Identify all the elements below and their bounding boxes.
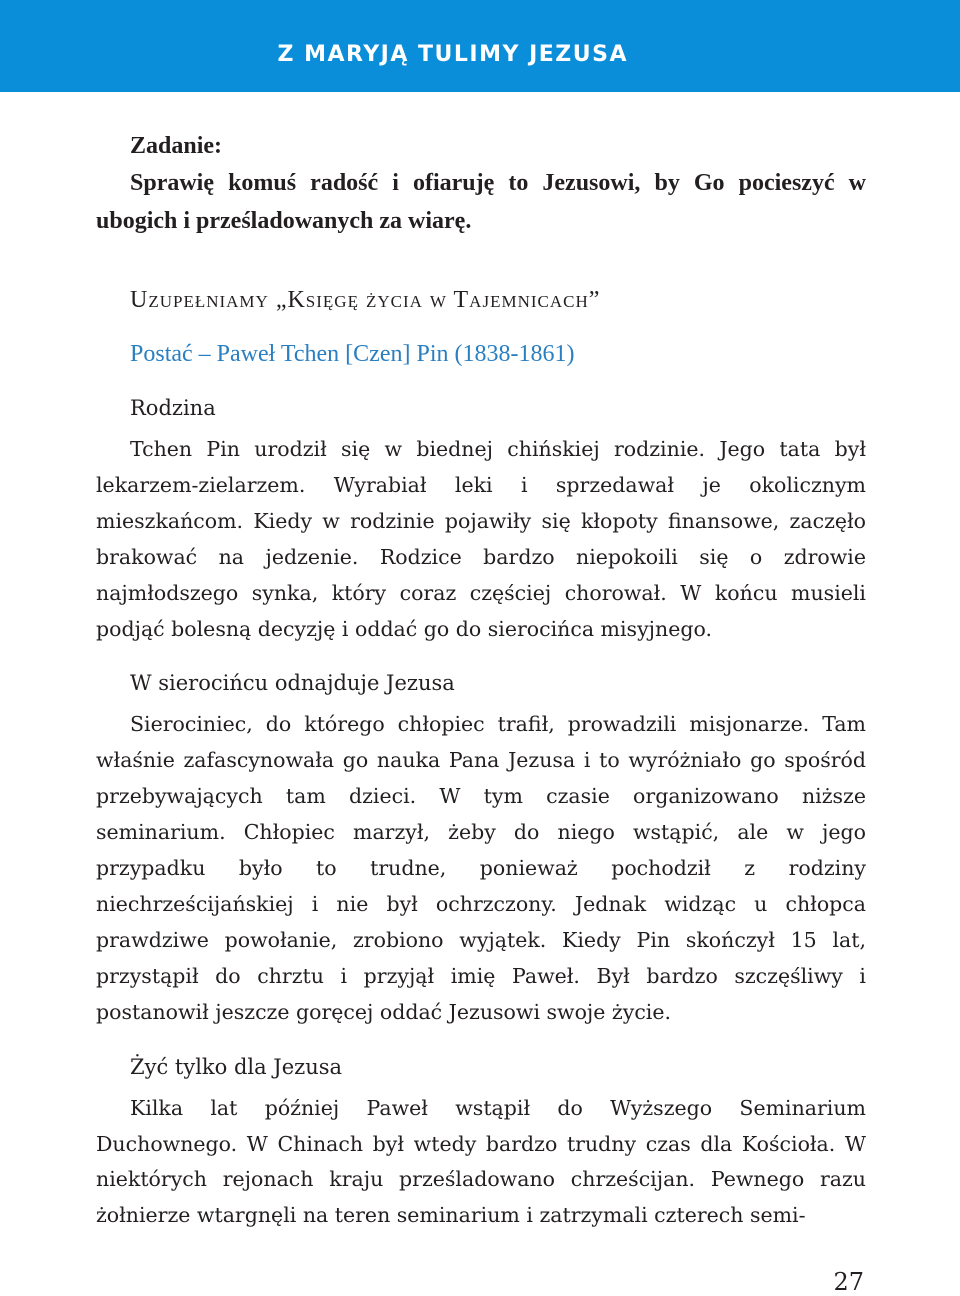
page-number: 27	[833, 1268, 864, 1296]
page-content	[96, 128, 866, 1234]
figure-title: Postać – Paweł Tchen [Czen] Pin (1838-1861)	[130, 341, 575, 367]
header-band	[0, 0, 960, 92]
section-heading: Uzupełniamy „Księgę życia w Tajemnicach”	[130, 287, 601, 313]
subheading-live-for-jesus: Żyć tylko dla Jezusa	[130, 1054, 343, 1079]
subheading-family: Rodzina	[130, 396, 216, 420]
paragraph-live-for-jesus: Kilka lat później Paweł wstąpił do Wyższego Seminarium Duchownego. W Chinach był wtedy bardzo trudny czas dla Kościoła. W niektórych rejonach kraju prześladowano chrześcijan. Pewnego razu żołnierze wtargnęli na teren seminarium i zatrzymali czterech semi-	[96, 1095, 866, 1228]
header-title: Z MARYJĄ TULIMY JEZUSA	[277, 42, 628, 67]
task-label: Zadanie:	[130, 133, 223, 159]
paragraph-family: Tchen Pin urodził się w biednej chińskiej rodzinie. Jego tata był lekarzem-zielarzem. Wyrabiał leki i sprzedawał je okolicznym mieszkańcom. Kiedy w rodzinie pojawiły się kłopoty finansowe, zaczęło brakować na jedzenie. Rodzice bardzo niepokoili się o zdrowie najmłodszego synka, który coraz częściej chorował. W końcu musieli podjąć bolesną decyzję i oddać go do sierocińca misyjnego.	[96, 437, 866, 641]
task-text: Sprawię komuś radość i ofiaruję to Jezusowi, by Go pocieszyć w ubogich i prześladowanych za wiarę.	[96, 170, 866, 234]
subheading-orphanage: W sierocińcu odnajduje Jezusa	[130, 671, 455, 696]
paragraph-orphanage: Sierociniec, do którego chłopiec trafił, prowadzili misjonarze. Tam właśnie zafascynowała go nauka Pana Jezusa i to wyróżniało go spośród przebywających tam dzieci. W tym czasie organizowano niższe seminarium. Chłopiec marzył, żeby do niego wstąpić, ale w jego przypadku było to trudne, ponieważ pochodził z rodziny niechrześcijańskiej i nie był ochrzczony. Jednak widząc u chłopca prawdziwe powołanie, zrobiono wyjątek. Kiedy Pin skończył 15 lat, przystąpił do chrztu i przyjął imię Paweł. Był bardzo szczęśliwy i postanowił jeszcze goręcej oddać Jezusowi swoje życie.	[96, 712, 866, 1024]
